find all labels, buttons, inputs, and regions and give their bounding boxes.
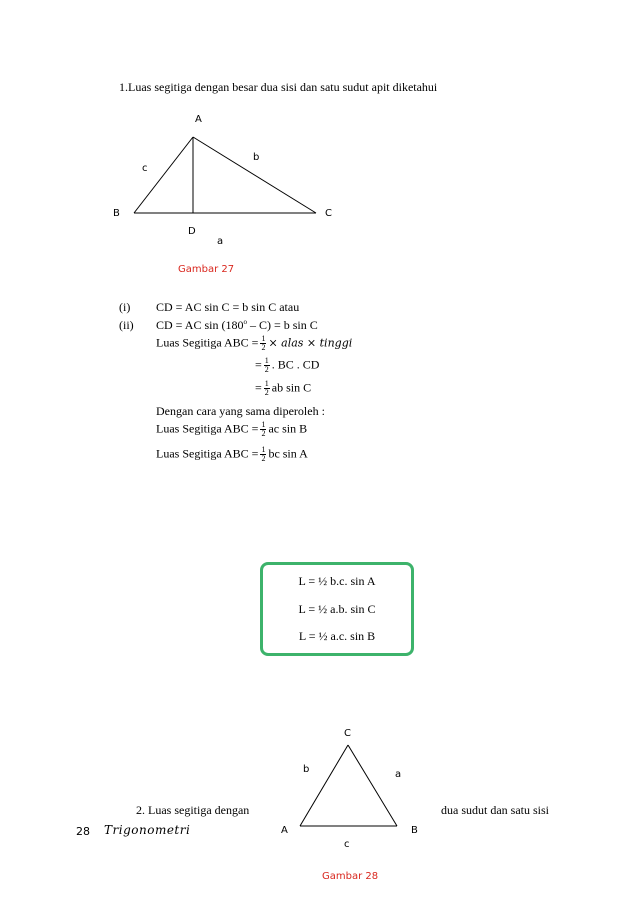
item-2-text-left: 2. Luas segitiga dengan xyxy=(136,803,250,817)
footer-title: Trigonometri xyxy=(104,823,191,837)
luas-a-line xyxy=(156,446,308,463)
equals-sign: = xyxy=(255,357,262,372)
item-ii-marker: (ii) xyxy=(119,318,134,332)
luas-line-1 xyxy=(156,335,352,352)
fraction-half: $\frac{1}{2}$ xyxy=(264,379,269,397)
fraction-half: $\frac{1}{2}$ xyxy=(261,420,266,438)
luas-label: Luas Segitiga ABC = xyxy=(156,446,259,461)
figure-28-triangle xyxy=(0,700,638,840)
alas-tinggi: × alas × tinggi xyxy=(268,336,353,350)
page-number: 28 xyxy=(76,825,90,838)
luas-line-3 xyxy=(255,380,311,397)
item-ii-text xyxy=(156,318,318,333)
fig27-label-c: c xyxy=(142,163,148,174)
luas-b-line xyxy=(156,421,307,438)
similar-text: Dengan cara yang sama diperoleh : xyxy=(156,404,325,418)
side-b xyxy=(193,137,316,213)
figure-27-caption: Gambar 27 xyxy=(178,264,235,275)
item-ii-pre: CD = AC sin (180 xyxy=(156,318,244,332)
fig28-label-C: C xyxy=(344,728,351,739)
fraction-half: $\frac{1}{2}$ xyxy=(261,445,266,463)
fig27-label-a: a xyxy=(217,236,224,247)
item-i-marker: (i) xyxy=(119,300,131,314)
item-2-text-right: dua sudut dan satu sisi xyxy=(441,803,549,817)
fraction-half: $\frac{1}{2}$ xyxy=(261,334,266,352)
luas-label: Luas Segitiga ABC = xyxy=(156,421,259,436)
step-3: ab sin C xyxy=(271,380,312,395)
fig27-label-D: D xyxy=(188,226,196,237)
section-heading: 1.Luas segitiga dengan besar dua sisi dan satu sudut apit diketahui xyxy=(119,80,438,94)
luas-line-2 xyxy=(255,357,319,374)
item-i-text: CD = AC sin C = b sin C atau xyxy=(156,300,300,314)
fraction-half: $\frac{1}{2}$ xyxy=(264,356,269,374)
fig28-label-b: b xyxy=(303,764,310,775)
fig28-label-A: A xyxy=(281,825,288,836)
figure-28-caption: Gambar 28 xyxy=(322,871,379,882)
fig28-label-c: c xyxy=(344,839,350,850)
item-ii-post: – C) = b sin C xyxy=(246,318,318,332)
fig28-label-B: B xyxy=(411,825,418,836)
fig27-label-A: A xyxy=(195,114,202,125)
figure-27-triangle xyxy=(0,0,638,300)
side-a xyxy=(348,745,397,826)
fig27-label-C: C xyxy=(325,208,332,219)
formula-line-1: L = ½ b.c. sin A xyxy=(298,574,376,588)
formula-line-2: L = ½ a.b. sin C xyxy=(298,602,376,616)
luas-label: Luas Segitiga ABC = xyxy=(156,335,259,350)
degree-sup: o xyxy=(243,318,247,326)
formula-line-3: L = ½ a.c. sin B xyxy=(298,629,376,643)
fig28-label-a: a xyxy=(395,769,402,780)
luas-a: bc sin A xyxy=(268,446,308,461)
luas-b: ac sin B xyxy=(268,421,308,436)
fig27-label-B: B xyxy=(113,208,120,219)
formula-summary-box xyxy=(260,562,414,656)
side-c xyxy=(134,137,193,213)
step-2: . BC . CD xyxy=(271,357,320,372)
equals-sign: = xyxy=(255,380,262,395)
side-b xyxy=(300,745,348,826)
fig27-label-b: b xyxy=(253,152,260,163)
